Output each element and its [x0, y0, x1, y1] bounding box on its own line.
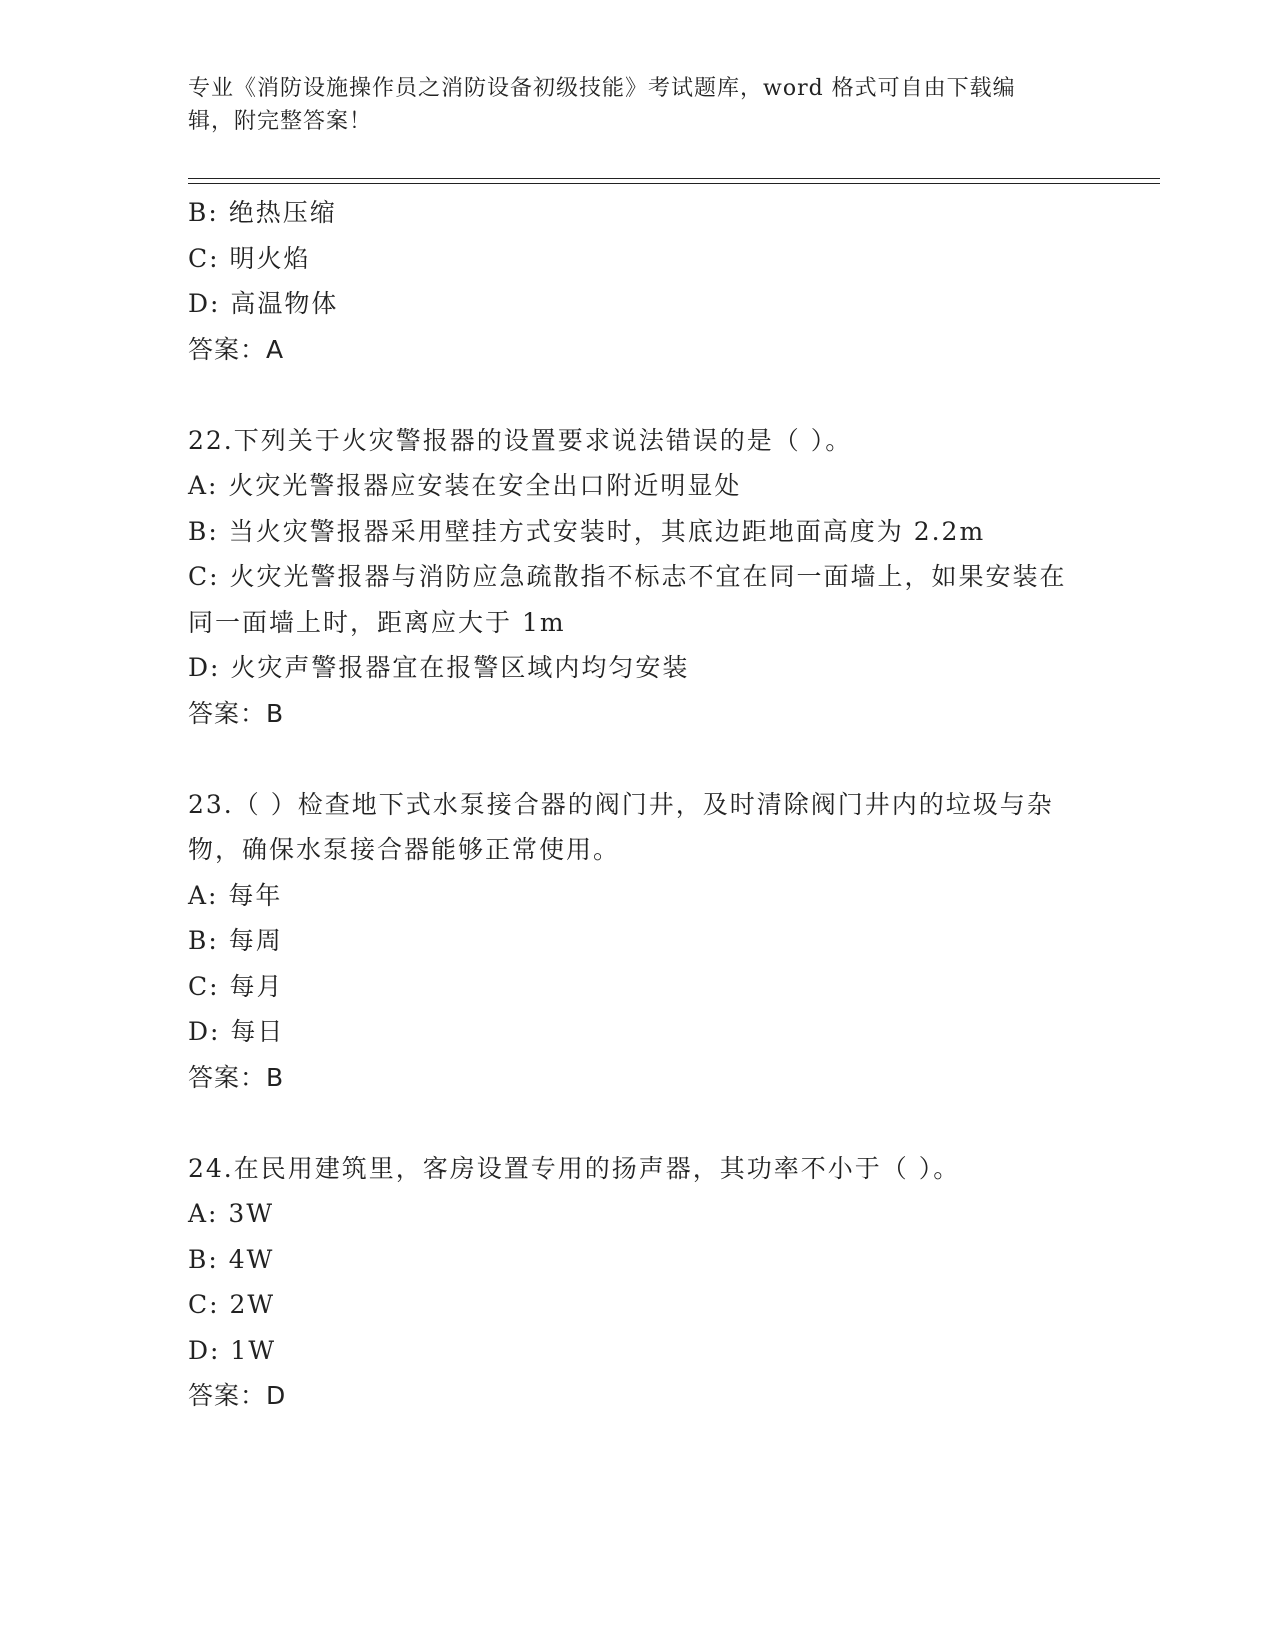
option-b: B: 绝热压缩 — [188, 198, 337, 227]
option-a: A: 火灾光警报器应安装在安全出口附近明显处 — [188, 471, 742, 500]
option-c: C: 2W — [188, 1290, 276, 1319]
intro-line-1: 专业《消防设施操作员之消防设备初级技能》考试题库，word 格式可自由下载编 — [188, 76, 1016, 101]
option-d: D: 高温物体 — [188, 289, 339, 318]
option-c: C: 每月 — [188, 971, 284, 1001]
option-d: D: 每日 — [188, 1017, 285, 1046]
option-a: A: 每年 — [188, 880, 283, 910]
header-divider-top — [188, 178, 1160, 179]
question-stem: 22.下列关于火灾警报器的设置要求说法错误的是（ ）。 — [188, 425, 853, 455]
answer-line: 答案：B — [188, 1062, 285, 1092]
option-d: D: 火灾声警报器宜在报警区域内均匀安装 — [188, 653, 690, 682]
question-stem: 24.在民用建筑里，客房设置专用的扬声器，其功率不小于（ ）。 — [188, 1153, 961, 1183]
question-block-21 — [188, 190, 1088, 372]
spacer — [188, 372, 1088, 418]
option-b: B: 每周 — [188, 926, 283, 955]
question-block-24 — [188, 1146, 1088, 1419]
intro-line-2: 辑，附完整答案！ — [188, 109, 373, 134]
answer-line: 答案：A — [188, 334, 285, 364]
question-block-23 — [188, 782, 1088, 1101]
option-d: D: 1W — [188, 1335, 277, 1365]
header-divider-bottom — [188, 183, 1160, 184]
question-list — [188, 190, 1088, 1419]
option-c: C: 火灾光警报器与消防应急疏散指不标志不宜在同一面墙上，如果安装在同一面墙上时，距离应大于 1m — [188, 562, 1067, 637]
option-a: A: 3W — [188, 1199, 275, 1228]
question-stem: 23.（ ）检查地下式水泵接合器的阀门井，及时清除阀门井内的垃圾与杂物，确保水泵接合器能够正常使用。 — [188, 789, 1054, 864]
spacer — [188, 736, 1088, 782]
option-b: B: 当火灾警报器采用壁挂方式安装时，其底边距地面高度为 2.2m — [188, 516, 986, 546]
answer-line: 答案：D — [188, 1381, 287, 1410]
answer-line: 答案：B — [188, 698, 285, 728]
option-c: C: 明火焰 — [188, 243, 311, 273]
option-b: B: 4W — [188, 1244, 275, 1274]
spacer — [188, 1100, 1088, 1146]
question-block-22 — [188, 418, 1088, 737]
document-intro — [188, 72, 1088, 138]
